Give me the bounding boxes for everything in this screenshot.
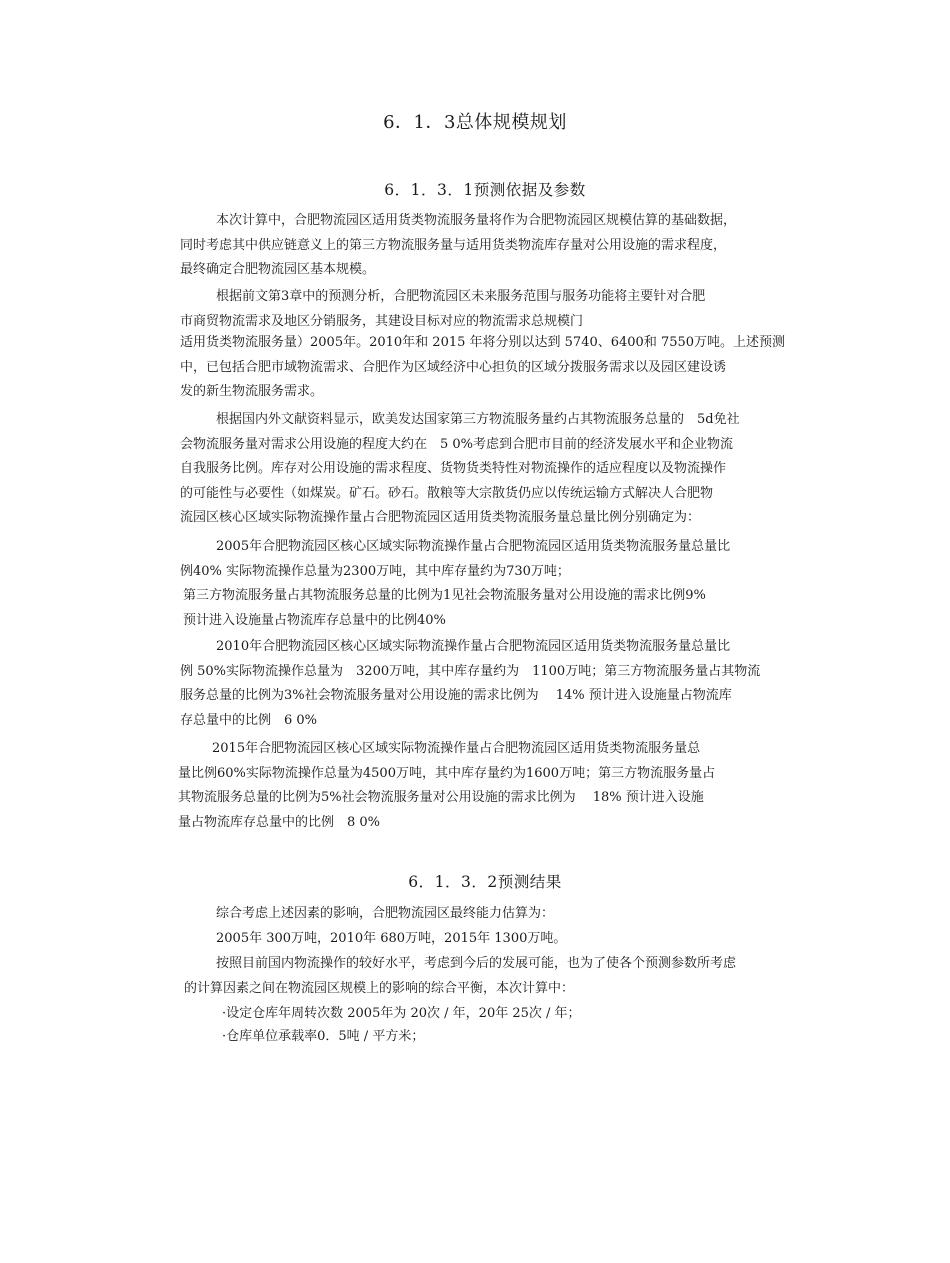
page-title: 6．1．3总体规模规划	[383, 112, 567, 133]
paragraph-calculation-basis: 本次计算中，合肥物流园区适用货类物流服务量将作为合肥物流园区规模估算的基础数据， 同时考虑其中供应链意义上的第三方物流服务量与适用货类物流库存量对公用设施的需求程度， 最终确定合肥物流园区基本规模。	[180, 213, 737, 277]
paragraph-2010-ratio: 2010年合肥物流园区核心区域实际物流操作量占合肥物流园区适用货类物流服务量总量比 例 50%实际物流操作总量为 3200万吨，其中库存量约为 1100万吨；第三方物流服务量占其物流 服务总量的比例为3%社会物流服务量对公用设施的需求比例为 14% 预计进入设施量占物流库 存总量中的比例 6 0%	[180, 639, 761, 728]
paragraph-calculation-assumptions: 按照目前国内物流操作的较好水平，考虑到今后的发展可能，也为了使各个预测参数所考虑 的计算因素之间在物流园区规模上的影响的综合平衡，本次计算中：	[184, 956, 737, 996]
bullet-turnover-rate: ·设定仓库年周转次数 2005年为 20次 / 年，20年 25次 / 年；	[222, 1006, 581, 1021]
paragraph-service-volume: 适用货类物流服务量）2005年。2010年和 2015 年将分别以达到 5740、6400和 7550万吨。上述预测 中，已包括合肥市域物流需求、合肥作为区域经济中心担负的区域分拨服务需求以及园区建设诱 发的新生物流服务需求。	[180, 335, 786, 399]
section-title-forecast-basis: 6．1．3．1预测依据及参数	[384, 181, 586, 199]
paragraph-forecast-analysis: 根据前文第3章中的预测分析，合肥物流园区未来服务范围与服务功能将主要针对合肥 市商贸物流需求及地区分销服务，其建设目标对应的物流需求总规模门	[180, 289, 706, 329]
paragraph-capacity-values: 2005年 300万吨，2010年 680万吨，2015年 1300万吨。	[216, 931, 567, 946]
section-title-forecast-result: 6．1．3．2预测结果	[408, 873, 562, 891]
paragraph-capacity-estimate: 综合考虑上述因素的影响，合肥物流园区最终能力估算为：	[216, 906, 555, 921]
bullet-load-capacity: ·仓库单位承载率0．5吨 / 平方米；	[222, 1029, 425, 1044]
paragraph-literature-data: 根据国内外文献资料显示，欧美发达国家第三方物流服务量约占其物流服务总量的 5d免社 会物流服务量对需求公用设施的程度大约在 5 0%考虑到合肥市目前的经济发展水平和企业物流 自我服务比例。库存对公用设施的需求程度、货物货类特性对物流操作的适应程度以及物流操作 的可能性与必要性（如煤炭。矿石。砂石。散粮等大宗散货仍应以传统运输方式解决人合肥物 流园区核心区域实际物流操作量占合肥物流园区适用货类物流服务量总量比例分别确定为：	[180, 412, 740, 525]
paragraph-2005-third-party: 第三方物流服务量占其物流服务总量的比例为1见社会物流服务量对公用设施的需求比例9% 预计进入设施量占物流库存总量中的比例40%	[183, 588, 706, 628]
paragraph-2015-ratio: 2015年合肥物流园区核心区域实际物流操作量占合肥物流园区适用货类物流服务量总 量比例60%实际物流操作总量为4500万吨，其中库存量约为1600万吨；第三方物流服务量占 其物流服务总量的比例为5%社会物流服务量对公用设施的需求比例为 18% 预计进入设施 量占物流库存总量中的比例 8 0%	[178, 741, 716, 830]
paragraph-2005-ratio: 2005年合肥物流园区核心区域实际物流操作量占合肥物流园区适用货类物流服务量总量比 例40% 实际物流操作总量为2300万吨，其中库存量约为730万吨；	[180, 539, 731, 579]
